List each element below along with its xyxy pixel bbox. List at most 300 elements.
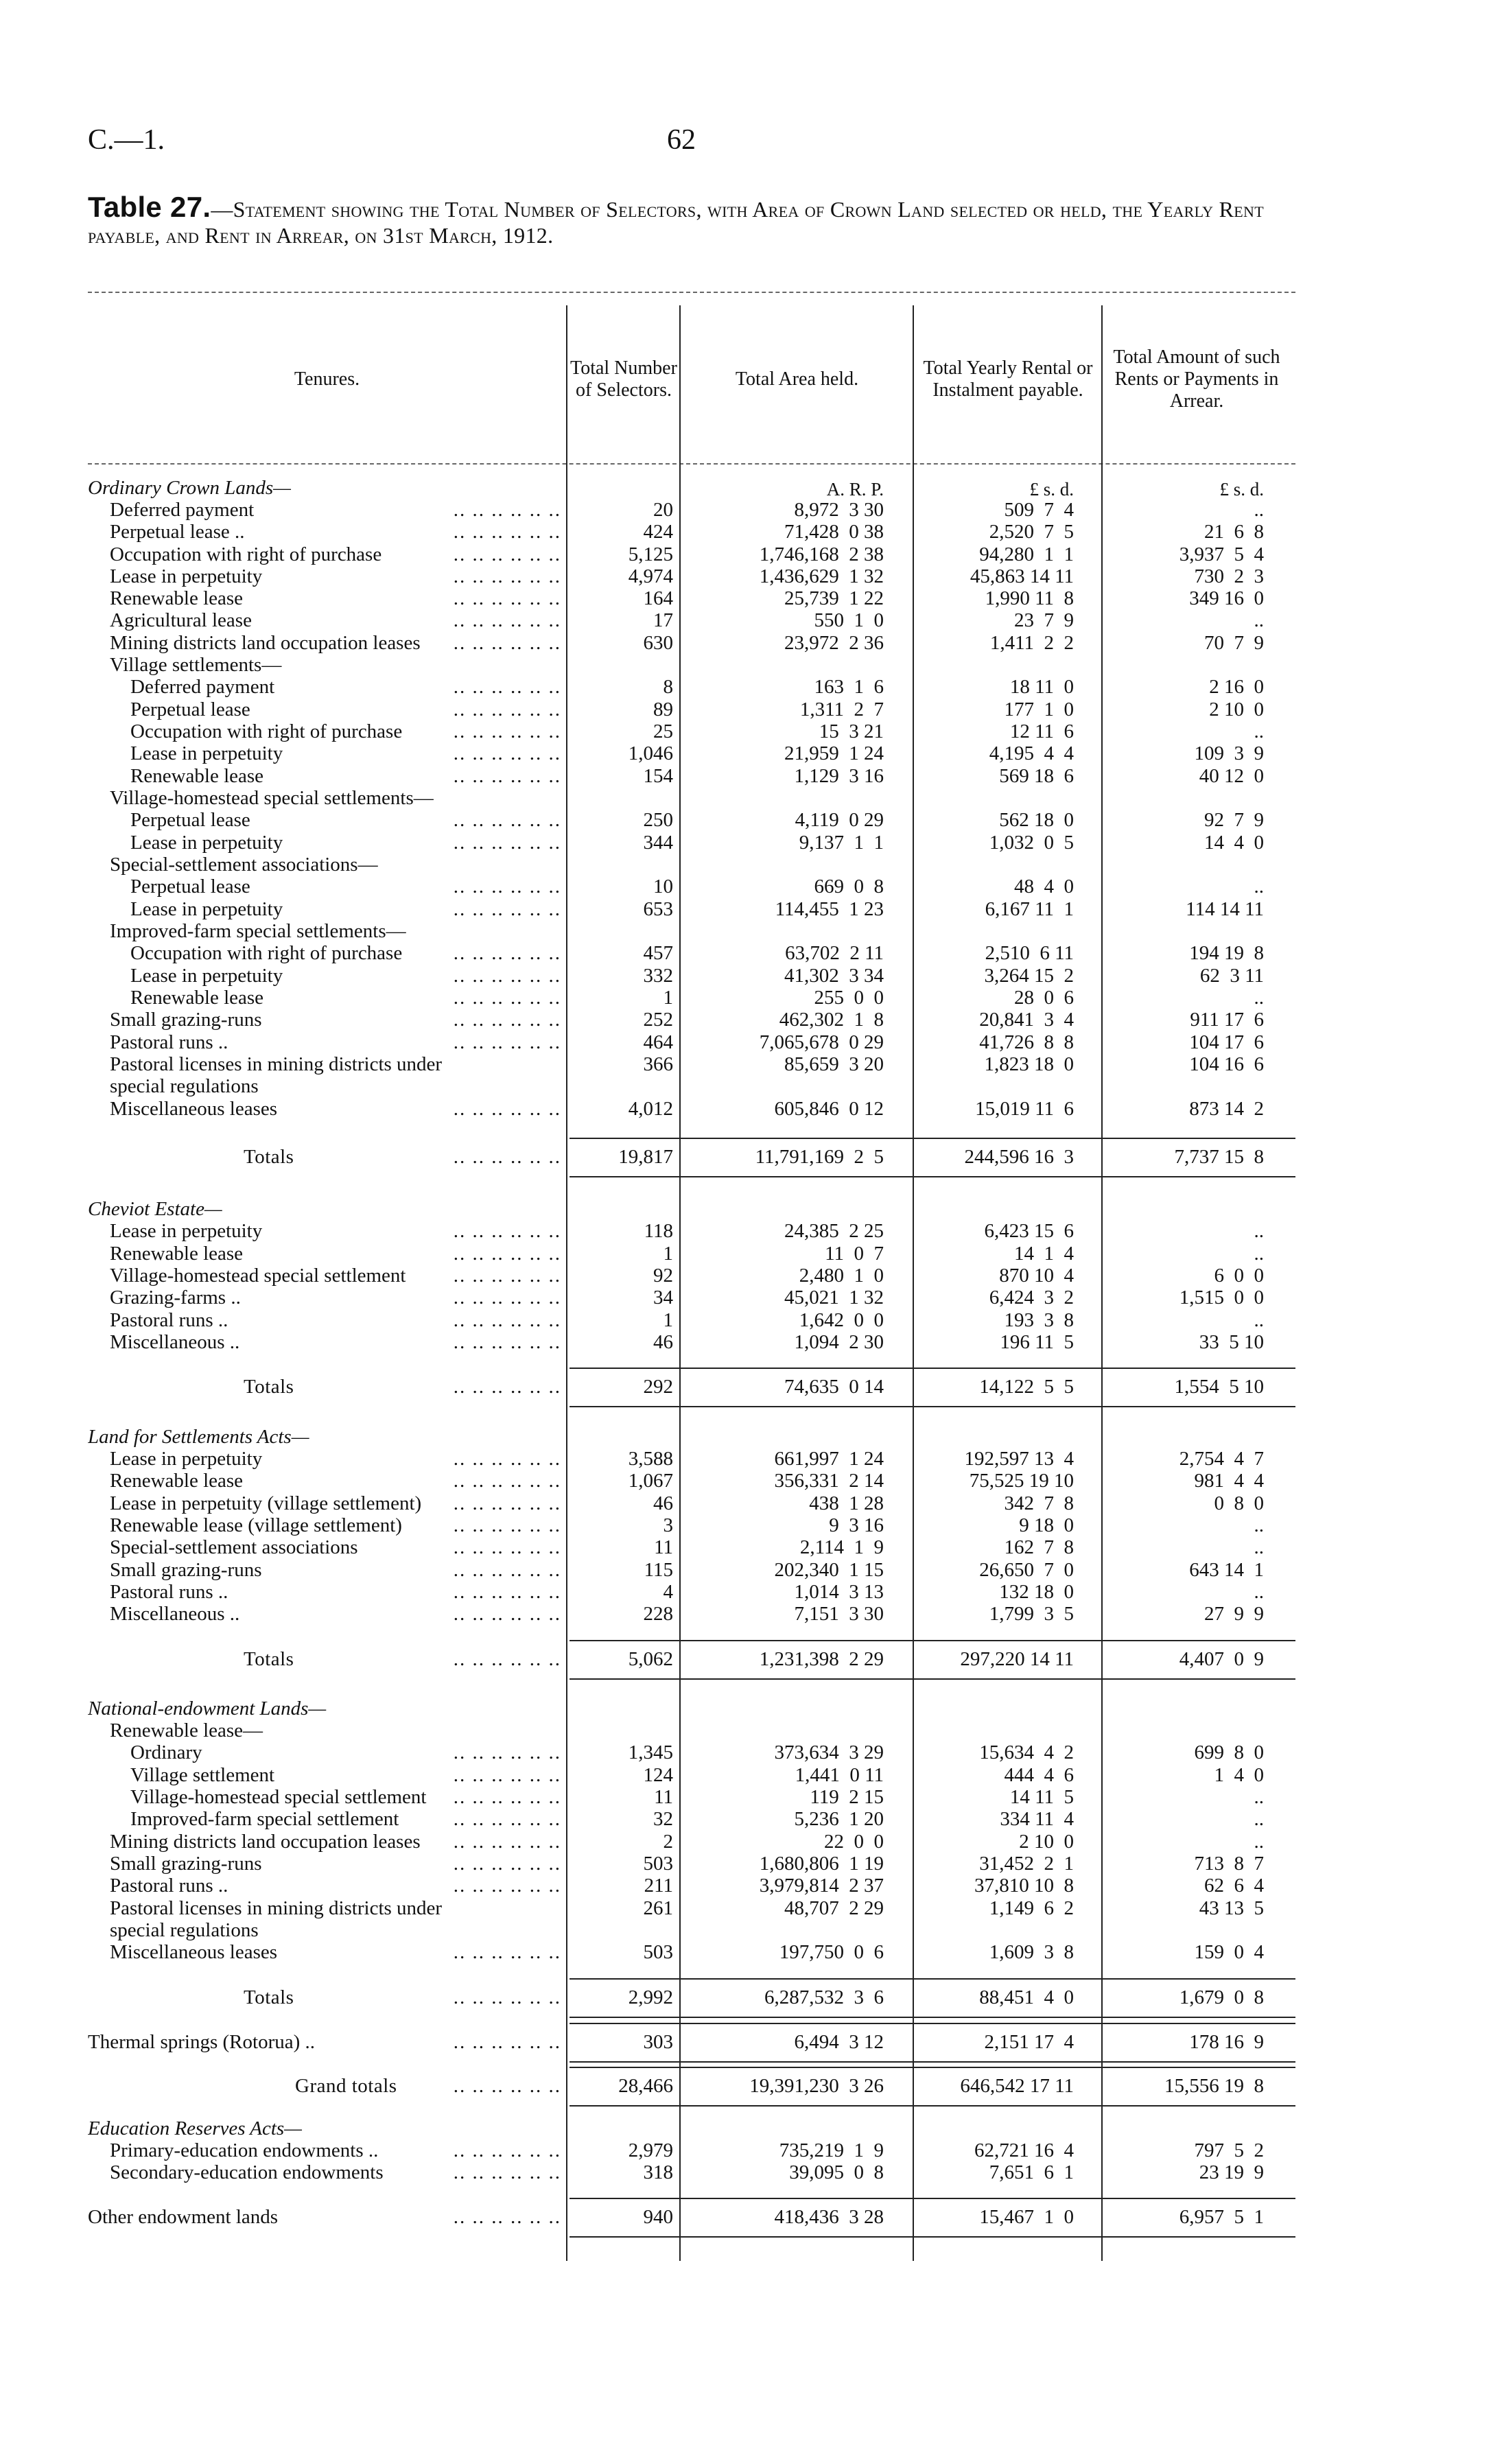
rental-cell: 2,520 7 5 [989, 521, 1074, 543]
row-label [110, 2139, 561, 2161]
arrears-cell: 1,679 0 8 [1179, 1986, 1264, 2008]
total-rule [570, 1978, 1295, 1980]
row-label [110, 587, 561, 609]
leader-dots: .. .. .. .. .. .. [453, 1331, 561, 1353]
arrears-cell: 21 6 8 [1204, 521, 1264, 543]
row-label-text: Lease in perpetuity [130, 742, 287, 764]
rental-cell: 297,220 14 11 [960, 1648, 1074, 1670]
arrears-cell: 3,937 5 4 [1179, 543, 1264, 565]
leader-dots: .. .. .. .. .. .. [453, 609, 561, 631]
row-label-text: Miscellaneous .. [110, 1603, 244, 1625]
leader-dots: .. .. .. .. .. .. [453, 2075, 561, 2097]
row-label [110, 1603, 561, 1625]
rental-cell: 14,122 5 5 [979, 1376, 1074, 1398]
rental-cell: 444 4 6 [1004, 1764, 1074, 1786]
area-cell: 356,331 2 14 [774, 1470, 884, 1492]
leader-dots: .. .. .. .. .. .. [453, 1265, 561, 1287]
row-label [110, 609, 561, 631]
table-row [0, 1448, 1491, 1470]
leader-dots: .. .. .. .. .. .. [453, 1009, 561, 1031]
area-cell: 550 1 0 [814, 609, 884, 631]
arrears-cell: .. [1254, 1220, 1264, 1242]
row-label-text: Occupation with right of purchase [130, 942, 406, 964]
rental-cell: 509 7 4 [1004, 499, 1074, 521]
rental-cell: 562 18 0 [999, 809, 1074, 831]
arrears-cell: 349 16 0 [1189, 587, 1264, 609]
rental-cell: 94,280 1 1 [979, 543, 1074, 565]
row-label-text: special regulations [110, 1919, 263, 1941]
rental-cell: 23 7 9 [1014, 609, 1074, 631]
table-row [0, 742, 1491, 764]
arrears-cell: 713 8 7 [1194, 1853, 1264, 1875]
row-label [110, 1536, 561, 1558]
rental-cell: 6,167 11 1 [985, 898, 1074, 920]
rental-cell: 342 7 8 [1004, 1492, 1074, 1514]
row-label-text: Totals [244, 1146, 298, 1168]
arrears-cell: 643 14 1 [1189, 1559, 1264, 1581]
row-label [110, 1831, 561, 1853]
arrears-cell: 873 14 2 [1189, 1098, 1264, 1120]
area-cell: 3,979,814 2 37 [759, 1875, 884, 1897]
rental-cell: 41,726 8 8 [979, 1031, 1074, 1053]
table-row [0, 2139, 1491, 2161]
row-label [88, 477, 561, 499]
area-cell: 7,151 3 30 [794, 1603, 884, 1625]
rental-cell: 1,990 11 8 [985, 587, 1074, 609]
row-label [88, 1198, 561, 1220]
arrears-cell: .. [1254, 1786, 1264, 1808]
arrears-cell: 194 19 8 [1189, 942, 1264, 964]
arrears-cell: 178 16 9 [1189, 2031, 1264, 2053]
selectors-cell: 940 [643, 2206, 673, 2228]
row-label-text: Miscellaneous .. [110, 1331, 244, 1353]
leader-dots: .. .. .. .. .. .. [453, 765, 561, 787]
row-label [295, 2075, 561, 2097]
table-caption: —Statement showing the Total Number of Selectors, with Area of Crown Land selected or held, the Yearly Rent payable, and Rent in Arrear, on 31st March, 1912. [88, 197, 1264, 248]
row-label-text: Ordinary [130, 1741, 207, 1763]
area-cell: 661,997 1 24 [774, 1448, 884, 1470]
row-label [110, 1941, 561, 1963]
arrears-cell: 699 8 0 [1194, 1741, 1264, 1763]
leader-dots: .. .. .. .. .. .. [453, 699, 561, 720]
row-label-text: Totals [244, 1648, 298, 1670]
table-row [0, 699, 1491, 720]
row-label-text: Totals [244, 1986, 298, 2008]
selectors-cell: 4,974 [628, 565, 673, 587]
area-cell: 202,340 1 15 [774, 1559, 884, 1581]
area-cell: 5,236 1 20 [794, 1808, 884, 1830]
area-cell: 114,455 1 23 [775, 898, 884, 920]
row-label-text: National-endowment Lands— [88, 1698, 330, 1720]
selectors-cell: 4 [663, 1581, 673, 1603]
leader-dots: .. .. .. .. .. .. [453, 1470, 561, 1492]
table-row [0, 720, 1491, 742]
selectors-cell: 211 [644, 1875, 673, 1897]
selectors-cell: 89 [653, 699, 673, 720]
row-label-text: Lease in perpetuity [130, 832, 287, 854]
arrears-cell: 104 16 6 [1189, 1053, 1264, 1075]
row-label [110, 499, 561, 521]
selectors-cell: 252 [643, 1009, 673, 1031]
area-cell: 71,428 0 38 [784, 521, 884, 543]
row-label [130, 965, 561, 987]
arrears-cell: 23 19 9 [1199, 2161, 1264, 2183]
row-label [110, 1053, 561, 1075]
leader-dots: .. .. .. .. .. .. [453, 1581, 561, 1603]
row-label-text: Lease in perpetuity [110, 1448, 266, 1470]
table-row [0, 1009, 1491, 1031]
area-cell: 19,391,230 3 26 [749, 2075, 884, 2097]
header-arrears: Total Amount of such Rents or Payments in Arrear. [1113, 346, 1280, 412]
row-label-text: Small grazing-runs [110, 1009, 266, 1031]
selectors-cell: 164 [643, 587, 673, 609]
table-row [0, 1741, 1491, 1763]
row-label [244, 1146, 561, 1168]
table-row [0, 1559, 1491, 1581]
selectors-cell: 1,067 [628, 1470, 673, 1492]
table-row [0, 920, 1491, 942]
rental-cell: 15,019 11 6 [975, 1098, 1074, 1120]
row-label [110, 1581, 561, 1603]
row-label [130, 1741, 561, 1763]
area-cell: 462,302 1 8 [779, 1009, 884, 1031]
row-label [110, 654, 561, 676]
row-label [110, 920, 561, 942]
selectors-cell: 5,125 [628, 543, 673, 565]
row-label [130, 832, 561, 854]
selectors-cell: 1 [663, 987, 673, 1009]
selectors-cell: 1 [663, 1243, 673, 1265]
arrears-cell: 981 4 4 [1194, 1470, 1264, 1492]
table-row [0, 1053, 1491, 1075]
row-label-text: Miscellaneous leases [110, 1941, 281, 1963]
table-row [0, 1331, 1491, 1353]
selectors-cell: 118 [644, 1220, 673, 1242]
arrears-cell: 1,554 5 10 [1174, 1376, 1264, 1398]
leader-dots: .. .. .. .. .. .. [453, 1376, 561, 1398]
table-row [0, 587, 1491, 609]
area-cell: 11,791,169 2 5 [755, 1146, 884, 1168]
row-label [130, 987, 561, 1009]
leader-dots: .. .. .. .. .. .. [453, 565, 561, 587]
arrears-cell: .. [1254, 1309, 1264, 1331]
selectors-cell: 5,062 [628, 1648, 673, 1670]
leader-dots: .. .. .. .. .. .. [453, 742, 561, 764]
total-rule [570, 1678, 1295, 1680]
row-label [110, 1492, 561, 1514]
table-row [0, 1808, 1491, 1830]
row-label [110, 1853, 561, 1875]
table-row [0, 1720, 1491, 1741]
rental-cell: 31,452 2 1 [979, 1853, 1074, 1875]
total-rule [570, 2198, 1295, 2199]
arrears-cell: .. [1254, 987, 1264, 1009]
row-label [110, 521, 561, 543]
row-label [110, 1875, 561, 1897]
arrears-cell: 911 17 6 [1190, 1009, 1264, 1031]
rental-cell: 9 18 0 [1019, 1514, 1074, 1536]
rental-cell: 15,467 1 0 [979, 2206, 1074, 2228]
row-label-text: Totals [244, 1376, 298, 1398]
row-label-text: Deferred payment [130, 676, 279, 698]
table-row [0, 1287, 1491, 1309]
leader-dots: .. .. .. .. .. .. [453, 1287, 561, 1309]
row-label-text: Mining districts land occupation leases [110, 632, 425, 654]
row-label [110, 1309, 561, 1331]
rental-cell: 62,721 16 4 [974, 2139, 1074, 2161]
header-area: Total Area held. [735, 368, 859, 390]
table-row [0, 2031, 1491, 2053]
area-cell: 22 0 0 [824, 1831, 884, 1853]
rental-cell: 26,650 7 0 [979, 1559, 1074, 1581]
arrears-cell: 7,737 15 8 [1174, 1146, 1264, 1168]
table-row [0, 1941, 1491, 1963]
total-rule [570, 1368, 1295, 1369]
selectors-cell: 32 [653, 1808, 673, 1830]
rental-cell: 1,609 3 8 [989, 1941, 1074, 1963]
selectors-cell: 11 [654, 1786, 673, 1808]
table-row [0, 942, 1491, 964]
area-cell: 1,680,806 1 19 [759, 1853, 884, 1875]
selectors-cell: 318 [643, 2161, 673, 2183]
table-row [0, 1875, 1491, 1897]
selectors-cell: 28,466 [618, 2075, 673, 2097]
rental-cell: 45,863 14 11 [970, 565, 1074, 587]
area-cell: 735,219 1 9 [779, 2139, 884, 2161]
leader-dots: .. .. .. .. .. .. [453, 1853, 561, 1875]
area-cell: 373,634 3 29 [774, 1741, 884, 1763]
arrears-cell: 27 9 9 [1204, 1603, 1264, 1625]
row-label-text: Agricultural lease [110, 609, 256, 631]
selectors-cell: 292 [643, 1376, 673, 1398]
selectors-cell: 2,979 [628, 2139, 673, 2161]
area-cell: 1,129 3 16 [794, 765, 884, 787]
row-label-text: Renewable lease (village settlement) [110, 1514, 406, 1536]
leader-dots: .. .. .. .. .. .. [453, 1875, 561, 1897]
selectors-cell: 4,012 [628, 1098, 673, 1120]
table-row [0, 565, 1491, 587]
area-cell: 23,972 2 36 [784, 632, 884, 654]
unit-label: A. R. P. [826, 479, 884, 500]
leader-dots: .. .. .. .. .. .. [453, 876, 561, 897]
leader-dots: .. .. .. .. .. .. [453, 1514, 561, 1536]
rental-cell: 20,841 3 4 [979, 1009, 1074, 1031]
row-label [130, 876, 561, 897]
area-cell: 74,635 0 14 [784, 1376, 884, 1398]
leader-dots: .. .. .. .. .. .. [453, 632, 561, 654]
row-label-text: Village-homestead special settlement [110, 1265, 410, 1287]
row-label-text: Village settlement [130, 1764, 279, 1786]
area-cell: 1,094 2 30 [794, 1331, 884, 1353]
selectors-cell: 8 [663, 676, 673, 698]
row-label-text: Thermal springs (Rotorua) .. [88, 2031, 319, 2053]
row-label-text: Primary-education endowments .. [110, 2139, 382, 2161]
table-row [0, 609, 1491, 631]
selectors-cell: 46 [653, 1492, 673, 1514]
area-cell: 41,302 3 34 [784, 965, 884, 987]
leader-dots: .. .. .. .. .. .. [453, 521, 561, 543]
area-cell: 48,707 2 29 [784, 1897, 884, 1919]
leader-dots: .. .. .. .. .. .. [453, 987, 561, 1009]
row-label [110, 632, 561, 654]
row-label [130, 942, 561, 964]
selectors-cell: 1,046 [628, 742, 673, 764]
total-rule [570, 1176, 1295, 1177]
arrears-cell: 40 12 0 [1199, 765, 1264, 787]
table-row [0, 1897, 1491, 1919]
area-cell: 9 3 16 [829, 1514, 884, 1536]
row-label [130, 699, 561, 720]
leader-dots: .. .. .. .. .. .. [453, 1448, 561, 1470]
leader-dots: .. .. .. .. .. .. [453, 1764, 561, 1786]
selectors-cell: 25 [653, 720, 673, 742]
arrears-cell: 797 5 2 [1194, 2139, 1264, 2161]
total-rule [570, 1640, 1295, 1641]
row-label-text: Perpetual lease .. [110, 521, 248, 543]
area-cell: 119 2 15 [810, 1786, 884, 1808]
leader-dots: .. .. .. .. .. .. [453, 1808, 561, 1830]
row-label-text: Miscellaneous leases [110, 1098, 281, 1120]
row-label [244, 1986, 561, 2008]
table-row [0, 521, 1491, 543]
table-row [0, 632, 1491, 654]
row-label [244, 1648, 561, 1670]
rental-cell: 2 10 0 [1019, 1831, 1074, 1853]
table-row [0, 1853, 1491, 1875]
row-label [110, 1075, 561, 1097]
rental-cell: 37,810 10 8 [974, 1875, 1074, 1897]
row-label [110, 565, 561, 587]
arrears-cell: 33 5 10 [1199, 1331, 1264, 1353]
rental-cell: 193 3 8 [1004, 1309, 1074, 1331]
row-label-text: Special-settlement associations [110, 1536, 362, 1558]
total-rule [570, 2067, 1295, 2068]
row-label-text: Renewable lease [110, 1243, 247, 1265]
leader-dots: .. .. .. .. .. .. [453, 1031, 561, 1053]
table-row [0, 1031, 1491, 1053]
section-heading [0, 2117, 1491, 2139]
header-bottom-rule [88, 463, 1295, 465]
selectors-cell: 303 [643, 2031, 673, 2053]
area-cell: 418,436 3 28 [774, 2206, 884, 2228]
arrears-cell: 109 3 9 [1194, 742, 1264, 764]
header-top-rule [88, 292, 1295, 293]
area-cell: 21,959 1 24 [784, 742, 884, 764]
rental-cell: 15,634 4 2 [979, 1741, 1074, 1763]
row-label-text: Village-homestead special settlements— [110, 787, 438, 809]
table-row [0, 1786, 1491, 1808]
table-number: Table 27. [88, 191, 211, 223]
row-label [110, 1559, 561, 1581]
arrears-cell: .. [1254, 1581, 1264, 1603]
rental-cell: 7,651 6 1 [989, 2161, 1074, 2183]
row-label [110, 787, 561, 809]
leader-dots: .. .. .. .. .. .. [453, 2139, 561, 2161]
area-cell: 6,287,532 3 6 [764, 1986, 884, 2008]
leader-dots: .. .. .. .. .. .. [453, 832, 561, 854]
row-label-text: Lease in perpetuity [110, 565, 266, 587]
arrears-cell: 43 13 5 [1199, 1897, 1264, 1919]
rental-cell: 88,451 4 0 [979, 1986, 1074, 2008]
table-row [0, 1831, 1491, 1853]
row-label [130, 1764, 561, 1786]
area-cell: 197,750 0 6 [779, 1941, 884, 1963]
area-cell: 11 0 7 [825, 1243, 884, 1265]
rental-cell: 132 18 0 [999, 1581, 1074, 1603]
arrears-cell: 4,407 0 9 [1179, 1648, 1264, 1670]
arrears-cell: 159 0 4 [1194, 1941, 1264, 1963]
row-label [110, 1897, 561, 1919]
leader-dots: .. .. .. .. .. .. [453, 499, 561, 521]
row-label [110, 1514, 561, 1536]
arrears-cell: 62 3 11 [1199, 965, 1264, 987]
area-cell: 1,441 0 11 [795, 1764, 884, 1786]
row-label-text: Small grazing-runs [110, 1559, 266, 1581]
selectors-cell: 2 [663, 1831, 673, 1853]
row-label [110, 1448, 561, 1470]
row-label [88, 2206, 561, 2228]
arrears-cell: 114 14 11 [1186, 898, 1264, 920]
row-label-text: Other endowment lands [88, 2206, 282, 2228]
row-label-text: Village-homestead special settlement [130, 1786, 431, 1808]
row-label [130, 720, 561, 742]
totals-row [0, 1146, 1491, 1168]
rental-cell: 1,411 2 2 [989, 632, 1074, 654]
row-label-text: Ordinary Crown Lands— [88, 477, 295, 499]
rental-cell: 2,151 17 4 [984, 2031, 1074, 2053]
arrears-cell: 92 7 9 [1204, 809, 1264, 831]
area-cell: 1,436,629 1 32 [759, 565, 884, 587]
area-cell: 4,119 0 29 [795, 809, 884, 831]
arrears-cell: .. [1254, 499, 1264, 521]
area-cell: 605,846 0 12 [774, 1098, 884, 1120]
selectors-cell: 3,588 [628, 1448, 673, 1470]
rental-cell: 48 4 0 [1014, 876, 1074, 897]
total-rule [570, 2023, 1295, 2024]
arrears-cell: .. [1254, 609, 1264, 631]
rental-cell: 334 11 4 [1000, 1808, 1074, 1830]
selectors-cell: 344 [643, 832, 673, 854]
arrears-cell: 1 4 0 [1214, 1764, 1264, 1786]
arrears-cell: 70 7 9 [1204, 632, 1264, 654]
selectors-cell: 92 [653, 1265, 673, 1287]
table-row [0, 1514, 1491, 1536]
row-label-text: Small grazing-runs [110, 1853, 266, 1875]
leader-dots: .. .. .. .. .. .. [453, 1492, 561, 1514]
selectors-cell: 503 [643, 1853, 673, 1875]
rental-cell: 18 11 0 [1009, 676, 1074, 698]
row-label [130, 765, 561, 787]
row-label-text: Renewable lease [110, 587, 247, 609]
table-row [0, 1470, 1491, 1492]
row-label [110, 2161, 561, 2183]
arrears-cell: .. [1254, 1243, 1264, 1265]
leader-dots: .. .. .. .. .. .. [453, 2206, 561, 2228]
row-label-text: Pastoral licenses in mining districts under [110, 1053, 446, 1075]
row-label [110, 1265, 561, 1287]
table-row [0, 832, 1491, 854]
arrears-cell: 2 16 0 [1209, 676, 1264, 698]
leader-dots: .. .. .. .. .. .. [453, 1986, 561, 2008]
row-label [110, 1331, 561, 1353]
selectors-cell: 3 [663, 1514, 673, 1536]
rental-cell: 1,799 3 5 [989, 1603, 1074, 1625]
area-cell: 1,231,398 2 29 [759, 1648, 884, 1670]
row-label-text: Renewable lease— [110, 1720, 267, 1741]
arrears-cell: .. [1254, 720, 1264, 742]
area-cell: 255 0 0 [814, 987, 884, 1009]
row-label-text: Grand totals [295, 2075, 401, 2097]
